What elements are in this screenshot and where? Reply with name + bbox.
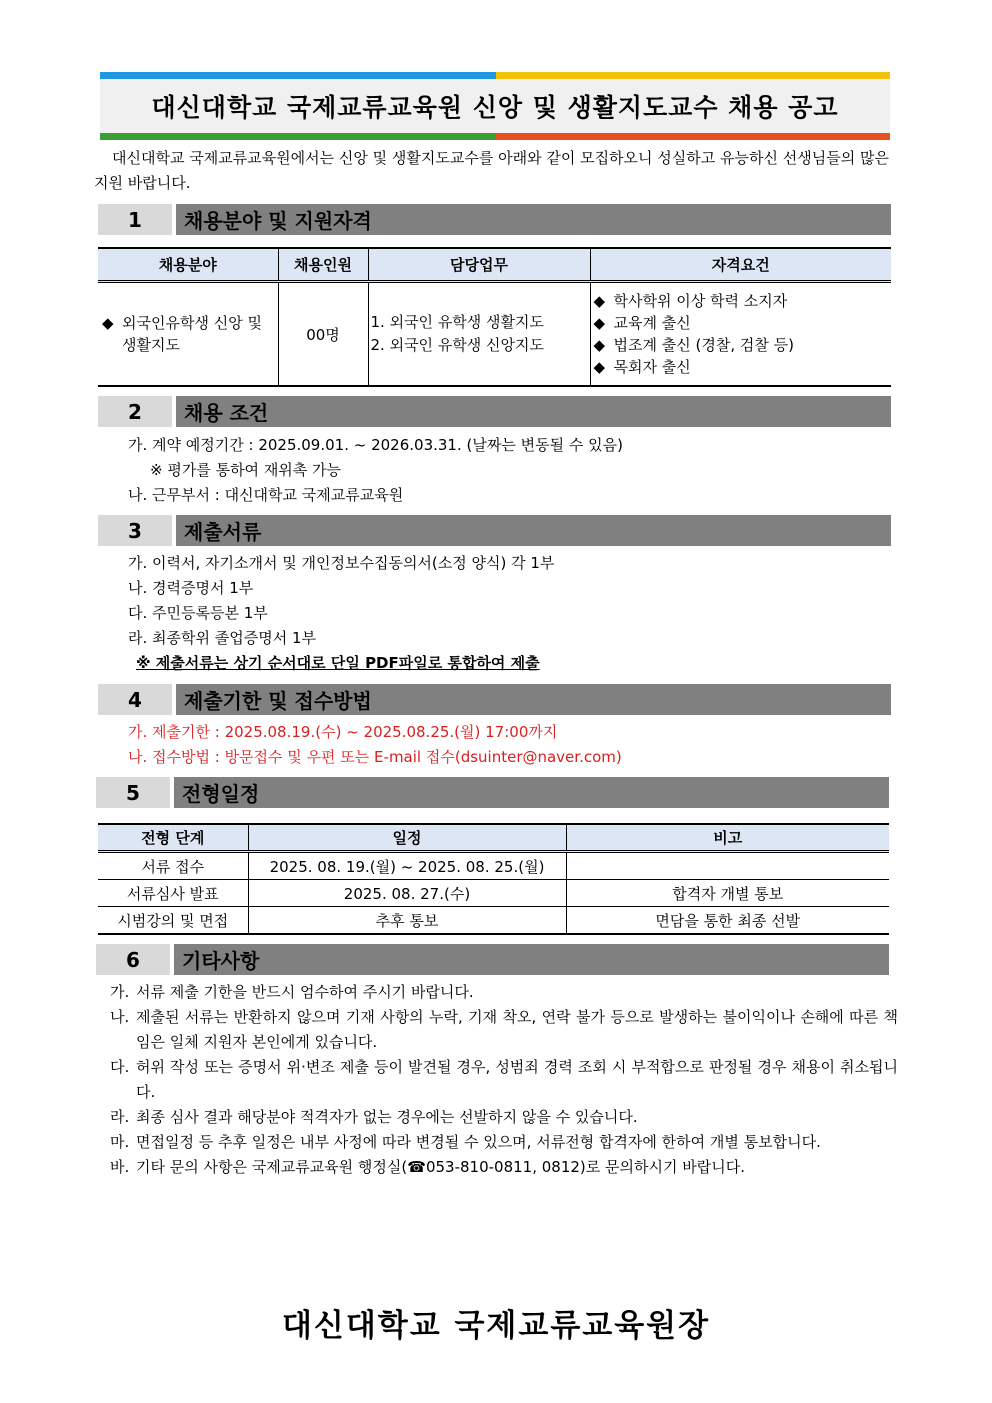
section-heading-4 (98, 684, 891, 715)
date-cell: 2025. 08. 27.(수) (248, 880, 566, 907)
item-text: 기타 문의 사항은 국제교류교육원 행정실(☎053-810-0811, 0812)로 문의하시기 바랍니다. (136, 1158, 745, 1176)
top-color-bar (100, 72, 890, 79)
section-heading-5 (96, 777, 889, 808)
section-number: 1 (98, 204, 172, 235)
field-text: 외국인유학생 신앙 및 생활지도 (122, 314, 262, 354)
qualification-item: 법조계 출신 (경찰, 검찰 등) (613, 336, 794, 354)
item-marker: 나. (110, 1008, 130, 1026)
item-marker: 라. (110, 1108, 130, 1126)
document-item: 다. 주민등록등본 1부 (128, 604, 268, 622)
section-number: 2 (98, 396, 172, 427)
documents-note: ※ 제출서류는 상기 순서대로 단일 PDF파일로 통합하여 제출 (136, 654, 540, 672)
list-item (110, 980, 898, 1005)
duties-cell (368, 282, 590, 387)
diamond-bullet: ◆ (593, 314, 606, 332)
section-number: 3 (98, 515, 172, 546)
item-marker: 마. (110, 1133, 130, 1151)
document-item: 가. 이력서, 자기소개서 및 개인정보수집동의서(소정 양식) 각 1부 (128, 554, 555, 572)
document-item: 라. 최종학위 졸업증명서 1부 (128, 629, 317, 647)
section-heading-3 (98, 515, 891, 546)
item-text: 제출된 서류는 반환하지 않으며 기재 사항의 누락, 기재 착오, 연락 불가 등으로 발생하는 불이익이나 손해에 따른 책임은 일체 지원자 본인에게 있습니다. (136, 1008, 898, 1051)
section-label: 기타사항 (174, 944, 889, 975)
date-cell: 2025. 08. 19.(월) ~ 2025. 08. 25.(월) (248, 852, 566, 880)
deadline-item: 나. 접수방법 : 방문접수 및 우편 또는 E-mail 접수(dsuinter@naver.com) (128, 748, 622, 766)
title-box (100, 79, 890, 133)
deadline-list (128, 720, 622, 770)
deadline-item: 가. 제출기한 : 2025.08.19.(수) ~ 2025.08.25.(월) 17:00까지 (128, 723, 558, 741)
list-item (110, 1005, 898, 1055)
section-label: 채용분야 및 지원자격 (176, 204, 891, 235)
signature: 대신대학교 국제교류교육원장 (281, 1308, 711, 1344)
note-cell: 면담을 통한 최종 선발 (566, 907, 889, 935)
item-text: 최종 심사 결과 해당분야 적격자가 없는 경우에는 선발하지 않을 수 있습니다. (136, 1108, 638, 1126)
section-label: 제출기한 및 접수방법 (176, 684, 891, 715)
section-heading-2 (98, 396, 891, 427)
qualification-item: 학사학위 이상 학력 소지자 (613, 292, 788, 310)
schedule-table (98, 823, 889, 935)
intro-paragraph (94, 146, 894, 196)
bottom-color-bar (100, 133, 890, 140)
header-cell: 채용인원 (278, 248, 368, 282)
table-row (98, 852, 889, 880)
table-header-row (98, 248, 891, 282)
diamond-bullet: ◆ (593, 336, 606, 354)
section-number: 5 (96, 777, 170, 808)
condition-item: 나. 근무부서 : 대신대학교 국제교류교육원 (128, 486, 404, 504)
table-header-row (98, 824, 889, 852)
section-label: 전형일정 (174, 777, 889, 808)
table-row (98, 880, 889, 907)
duty-item: 2. 외국인 유학생 신앙지도 (370, 336, 545, 354)
qualification-item: 목회자 출신 (613, 358, 691, 376)
section-heading-6 (96, 944, 889, 975)
table-row (98, 282, 891, 387)
qualifications-cell (590, 282, 891, 387)
stage-cell: 서류심사 발표 (98, 880, 248, 907)
title-banner (100, 72, 890, 140)
note-cell: 합격자 개별 통보 (566, 880, 889, 907)
table-row (98, 907, 889, 935)
note-cell (566, 852, 889, 880)
date-cell: 추후 통보 (248, 907, 566, 935)
item-marker: 가. (110, 983, 130, 1001)
list-item (110, 1155, 898, 1180)
recruitment-table (98, 247, 891, 387)
item-marker: 바. (110, 1158, 130, 1176)
field-cell (98, 282, 278, 387)
item-text: 서류 제출 기한을 반드시 엄수하여 주시기 바랍니다. (136, 983, 474, 1001)
document-item: 나. 경력증명서 1부 (128, 579, 254, 597)
header-cell: 비고 (566, 824, 889, 852)
header-cell: 자격요건 (590, 248, 891, 282)
header-cell: 전형 단계 (98, 824, 248, 852)
documents-list (128, 551, 554, 676)
list-item (110, 1105, 898, 1130)
intro-text: 대신대학교 국제교류교육원에서는 신앙 및 생활지도교수를 아래와 같이 모집하오니 성실하고 유능하신 선생님들의 많은 지원 바랍니다. (94, 149, 889, 192)
header-cell: 담당업무 (368, 248, 590, 282)
conditions-list (128, 433, 623, 508)
qualification-item: 교육계 출신 (613, 314, 691, 332)
section-label: 제출서류 (176, 515, 891, 546)
count-cell: 00명 (278, 282, 368, 387)
header-cell: 채용분야 (98, 248, 278, 282)
list-item (110, 1055, 898, 1105)
section-heading-1 (98, 204, 891, 235)
item-marker: 다. (110, 1058, 130, 1076)
condition-item: 가. 계약 예정기간 : 2025.09.01. ~ 2026.03.31. (날짜는 변동될 수 있음) (128, 436, 623, 454)
condition-note: ※ 평가를 통하여 재위촉 가능 (150, 461, 342, 479)
diamond-bullet: ◆ (102, 314, 114, 332)
notes-list (110, 980, 898, 1180)
item-text: 허위 작성 또는 증명서 위·변조 제출 등이 발견될 경우, 성범죄 경력 조회 시 부적합으로 판정될 경우 채용이 취소됩니다. (136, 1058, 898, 1101)
list-item (110, 1130, 898, 1155)
diamond-bullet: ◆ (593, 292, 606, 310)
duty-item: 1. 외국인 유학생 생활지도 (370, 313, 545, 331)
section-label: 채용 조건 (176, 396, 891, 427)
section-number: 6 (96, 944, 170, 975)
header-cell: 일정 (248, 824, 566, 852)
stage-cell: 시범강의 및 면접 (98, 907, 248, 935)
section-number: 4 (98, 684, 172, 715)
stage-cell: 서류 접수 (98, 852, 248, 880)
item-text: 면접일정 등 추후 일정은 내부 사정에 따라 변경될 수 있으며, 서류전형 합격자에 한하여 개별 통보합니다. (136, 1133, 821, 1151)
diamond-bullet: ◆ (593, 358, 606, 376)
page-title: 대신대학교 국제교류교육원 신앙 및 생활지도교수 채용 공고 (151, 93, 839, 122)
